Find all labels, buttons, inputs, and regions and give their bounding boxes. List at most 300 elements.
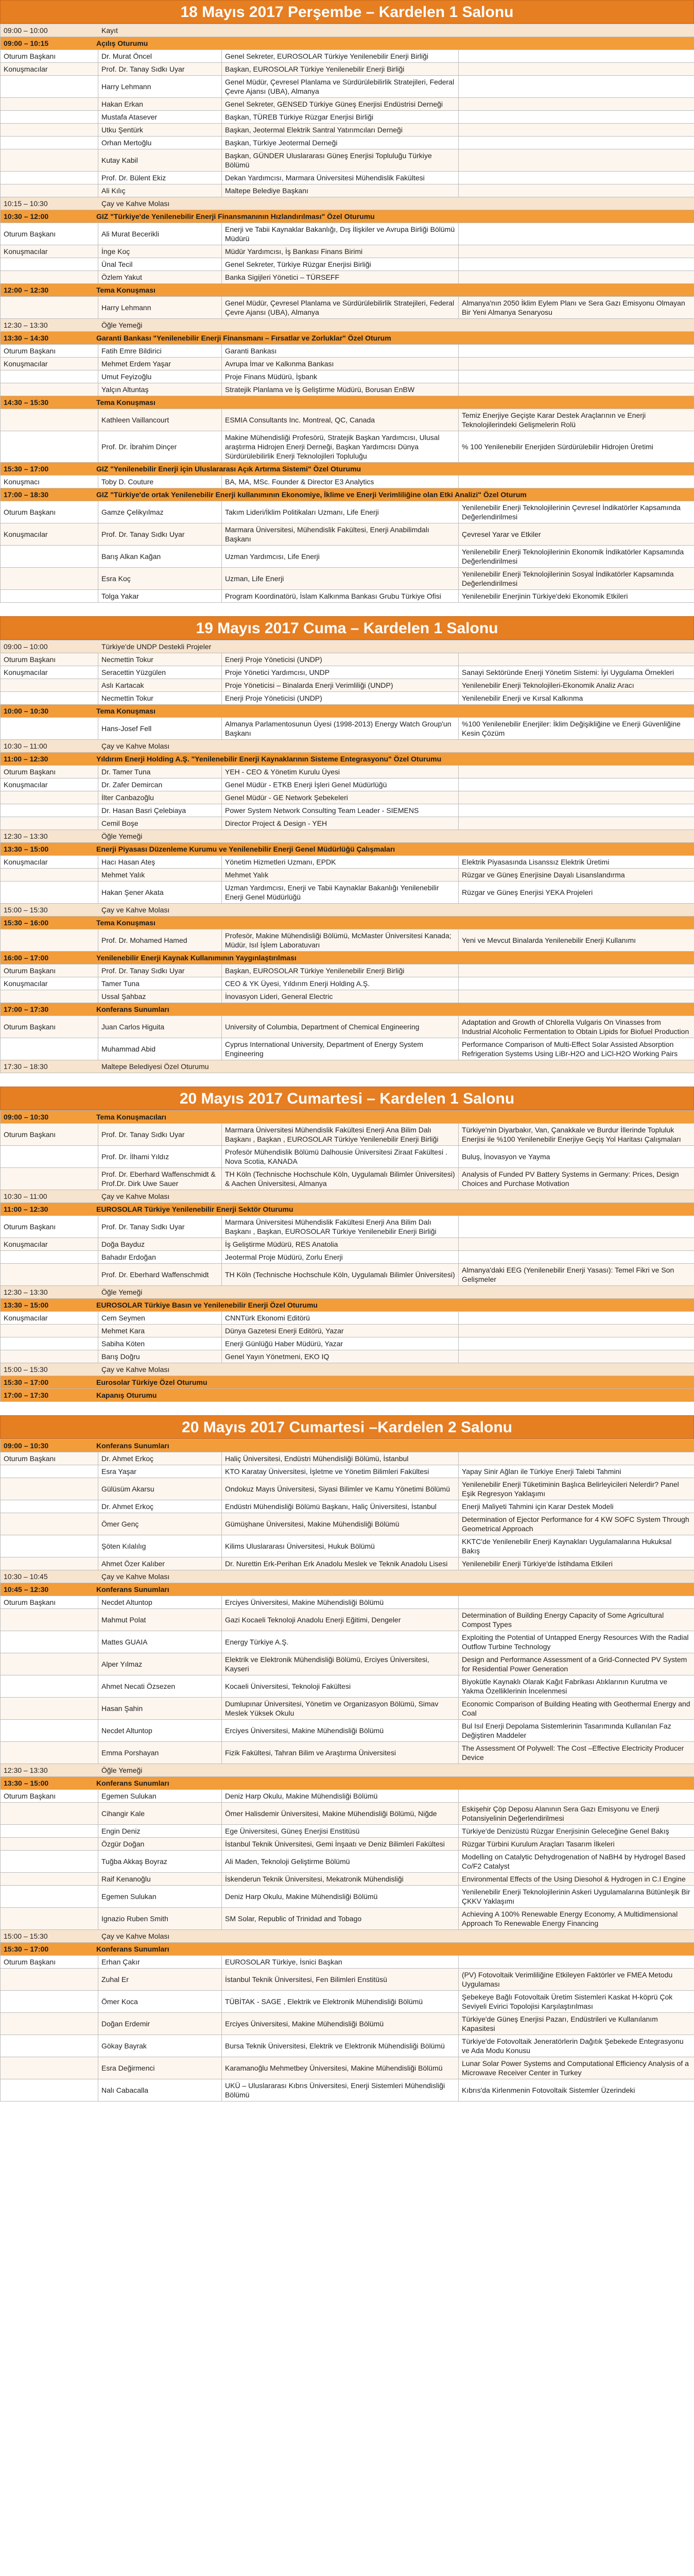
speaker-name: Esra Değirmenci xyxy=(98,2057,222,2079)
talk-topic xyxy=(459,223,694,245)
session-row xyxy=(1,1111,694,1124)
speaker-institution: Dumlupınar Üniversitesi, Yönetim ve Organizasyon Bölümü, Simav Meslek Yüksek Okulu xyxy=(222,1698,459,1720)
session-title: Konferans Sunumları xyxy=(96,1585,169,1594)
talk-topic xyxy=(459,370,694,383)
talk-topic xyxy=(459,383,694,396)
speaker-institution: Başkan, EUROSOLAR Türkiye Yenilenebilir Enerji Birliği xyxy=(222,63,459,76)
speaker-institution: İnovasyon Lideri, General Electric xyxy=(222,990,459,1003)
speaker-row xyxy=(1,172,694,184)
talk-topic: Rüzgar ve Güneş Enerjisi YEKA Projeleri xyxy=(459,882,694,904)
role-cell xyxy=(1,1675,98,1698)
speaker-row xyxy=(1,345,694,358)
speaker-institution: Marmara Üniversitesi Mühendislik Fakültesi Enerji Ana Bilim Dalı Başkanı , Başkan, EUROSOLAR Türkiye Yenilenebilir Enerji Birliği xyxy=(222,1216,459,1238)
session-cell xyxy=(1,1111,694,1124)
role-cell xyxy=(1,1969,98,1991)
speaker-institution: Enerji Günlüğü Haber Müdürü, Yazar xyxy=(222,1337,459,1350)
talk-topic xyxy=(459,124,694,137)
speaker-institution: Kilims Uluslararası Üniversitesi, Hukuk Bölümü xyxy=(222,1535,459,1557)
speaker-institution: KTO Karatay Üniversitesi, İşletme ve Yönetim Bilimleri Fakültesi xyxy=(222,1465,459,1478)
role-cell: Oturum Başkanı xyxy=(1,345,98,358)
time-range: 11:00 – 12:30 xyxy=(4,755,48,763)
speaker-name: Mehmet Kara xyxy=(98,1325,222,1337)
speaker-row xyxy=(1,929,694,952)
talk-topic: Türkiye'de Denizüstü Rüzgar Enerjisinin Geleceğine Genel Bakış xyxy=(459,1825,694,1838)
time-range: 12:30 – 13:30 xyxy=(4,1288,48,1296)
talk-topic xyxy=(459,1452,694,1465)
role-cell: Oturum Başkanı xyxy=(1,1216,98,1238)
break-label: Çay ve Kahve Molası xyxy=(101,1932,170,1940)
speaker-row xyxy=(1,98,694,111)
speaker-row xyxy=(1,358,694,370)
speaker-row xyxy=(1,223,694,245)
session-title: Tema Konuşmacıları xyxy=(96,1113,166,1121)
speaker-row xyxy=(1,817,694,830)
speaker-name: Cemil Boşe xyxy=(98,817,222,830)
talk-topic xyxy=(459,111,694,124)
speaker-institution: SM Solar, Republic of Trinidad and Tobago xyxy=(222,1908,459,1930)
role-cell xyxy=(1,679,98,692)
break-row xyxy=(1,1190,694,1203)
talk-topic: Enerji Maliyeti Tahmini için Karar Destek Modeli xyxy=(459,1500,694,1513)
break-row xyxy=(1,319,694,332)
day-separator xyxy=(0,1073,694,1087)
role-cell xyxy=(1,1513,98,1535)
role-cell xyxy=(1,1325,98,1337)
speaker-institution: CEO & YK Üyesi, Yıldırım Enerji Holding A.Ş. xyxy=(222,977,459,990)
role-cell: Konuşmacılar xyxy=(1,1312,98,1325)
role-cell xyxy=(1,692,98,705)
session-cell xyxy=(1,1203,694,1216)
session-row xyxy=(1,332,694,345)
speaker-row xyxy=(1,1825,694,1838)
time-range: 13:30 – 15:00 xyxy=(4,1301,49,1309)
speaker-row xyxy=(1,1851,694,1873)
talk-topic: %100 Yenilenebilir Enerjiler: İklim Değişikliğine ve Enerji Güvenliğine Kesin Çözüm xyxy=(459,718,694,740)
talk-topic xyxy=(459,1325,694,1337)
role-cell xyxy=(1,1500,98,1513)
speaker-row xyxy=(1,804,694,817)
session-cell xyxy=(1,1930,694,1943)
talk-topic: Design and Performance Assessment of a Grid-Connected PV System for Residential Power Generation xyxy=(459,1653,694,1675)
speaker-institution: Banka Sigijleri Yönetici – TÜRSEFF xyxy=(222,271,459,284)
session-row xyxy=(1,705,694,718)
speaker-name: Doğan Erdemir xyxy=(98,2013,222,2035)
break-label: Çay ve Kahve Molası xyxy=(101,906,170,914)
speaker-name: Prof. Dr. Tanay Sıdkı Uyar xyxy=(98,63,222,76)
role-cell xyxy=(1,76,98,98)
role-cell: Konuşmacılar xyxy=(1,856,98,869)
talk-topic xyxy=(459,1238,694,1251)
role-cell xyxy=(1,1698,98,1720)
speaker-institution: Takım Lideri/İklim Politikaları Uzmanı, Life Enerji xyxy=(222,501,459,523)
speaker-row xyxy=(1,1337,694,1350)
speaker-institution: Jeotermal Proje Müdürü, Zorlu Enerji xyxy=(222,1251,459,1264)
session-title: Tema Konuşması xyxy=(96,707,155,715)
talk-topic xyxy=(459,149,694,172)
session-cell xyxy=(1,1363,694,1376)
time-range: 13:30 – 15:00 xyxy=(4,1779,49,1787)
schedule-table xyxy=(0,640,694,1073)
speaker-row xyxy=(1,1500,694,1513)
time-range: 10:15 – 10:30 xyxy=(4,199,48,208)
session-cell xyxy=(1,488,694,501)
speaker-institution: Avrupa İmar ve Kalkınma Bankası xyxy=(222,358,459,370)
talk-topic xyxy=(459,358,694,370)
speaker-row xyxy=(1,1803,694,1825)
session-row xyxy=(1,1389,694,1402)
speaker-name: Prof. Dr. Tanay Sıdkı Uyar xyxy=(98,1216,222,1238)
speaker-institution: Gümüşhane Üniversitesi, Makine Mühendisliği Bölümü xyxy=(222,1513,459,1535)
session-cell xyxy=(1,753,694,766)
speaker-row xyxy=(1,882,694,904)
time-range: 16:00 – 17:00 xyxy=(4,954,49,962)
talk-topic xyxy=(459,137,694,149)
speaker-institution: Proje Finans Müdürü, İşbank xyxy=(222,370,459,383)
talk-topic: % 100 Yenilenebilir Enerjiden Sürdürülebilir Hidrojen Üretimi xyxy=(459,431,694,463)
role-cell xyxy=(1,1478,98,1500)
role-cell xyxy=(1,817,98,830)
talk-topic xyxy=(459,1251,694,1264)
speaker-name: Gamze Çelikyılmaz xyxy=(98,501,222,523)
session-cell xyxy=(1,1286,694,1299)
speaker-institution: Dr. Nurettin Erk-Perihan Erk Anadolu Meslek ve Teknik Anadolu Lisesi xyxy=(222,1557,459,1570)
break-label: Öğle Yemeği xyxy=(101,1288,143,1296)
role-cell xyxy=(1,791,98,804)
speaker-institution: Başkan, TÜREB Türkiye Rüzgar Enerjisi Birliği xyxy=(222,111,459,124)
speaker-row xyxy=(1,990,694,1003)
speaker-institution: Makine Mühendisliği Profesörü, Stratejik Başkan Yardımcısı, Ulusal araştırma Hidrojen Enerji Derneği, Başkan Yardımcısı Dünya Sürdürülebilirlik Enerji Teknolojileri Topluluğu xyxy=(222,431,459,463)
talk-topic xyxy=(459,172,694,184)
role-cell xyxy=(1,1720,98,1742)
session-title: EUROSOLAR Türkiye Basın ve Yenilenebilir Enerji Özel Oturumu xyxy=(96,1301,318,1309)
speaker-row xyxy=(1,297,694,319)
session-title: Enerji Piyasası Düzenleme Kurumu ve Yenilenebilir Enerji Genel Müdürlüğü Çalışmaları xyxy=(96,845,395,853)
session-cell xyxy=(1,740,694,753)
time-range: 13:30 – 15:00 xyxy=(4,845,49,853)
session-cell xyxy=(1,332,694,345)
break-label: Çay ve Kahve Molası xyxy=(101,1365,170,1374)
speaker-institution: Genel Yayın Yönetmeni, EKO IQ xyxy=(222,1350,459,1363)
talk-topic: Almanya'daki EEG (Yenilenebilir Enerji Yasası): Temel Fikri ve Son Gelişmeler xyxy=(459,1264,694,1286)
break-row xyxy=(1,1286,694,1299)
speaker-institution: ESMIA Consultants Inc. Montreal, QC, Canada xyxy=(222,409,459,431)
speaker-row xyxy=(1,1675,694,1698)
speaker-row xyxy=(1,409,694,431)
speaker-institution: Uzman Yardımcısı, Enerji ve Tabii Kaynaklar Bakanlığı Yenilenebilir Enerji Genel Müdürlüğü xyxy=(222,882,459,904)
time-range: 17:00 – 17:30 xyxy=(4,1391,49,1399)
speaker-institution: Proje Yönetici Yardımcısı, UNDP xyxy=(222,666,459,679)
talk-topic xyxy=(459,977,694,990)
session-cell xyxy=(1,705,694,718)
session-cell xyxy=(1,319,694,332)
speaker-row xyxy=(1,718,694,740)
speaker-name: Mehmet Yalık xyxy=(98,869,222,882)
speaker-row xyxy=(1,1264,694,1286)
speaker-name: Erhan Çakır xyxy=(98,1956,222,1969)
session-cell xyxy=(1,1439,694,1452)
role-cell: Oturum Başkanı xyxy=(1,1124,98,1146)
speaker-institution: İstanbul Teknik Üniversitesi, Gemi İnşaatı ve Deniz Bilimleri Fakültesi xyxy=(222,1838,459,1851)
talk-topic: Türkiye'de Güneş Enerjisi Pazarı, Endüstrileri ve Kullanılanım Kapasitesi xyxy=(459,2013,694,2035)
speaker-institution: Ömer Halisdemir Üniversitesi, Makine Mühendisliği Bölümü, Niğde xyxy=(222,1803,459,1825)
role-cell xyxy=(1,2013,98,2035)
speaker-row xyxy=(1,1653,694,1675)
role-cell xyxy=(1,1264,98,1286)
talk-topic: Analysis of Funded PV Battery Systems in Germany: Prices, Design Choices and Purchase Motivation xyxy=(459,1168,694,1190)
speaker-row xyxy=(1,184,694,197)
talk-topic xyxy=(459,1956,694,1969)
role-cell xyxy=(1,882,98,904)
speaker-institution: Marmara Üniversitesi, Mühendislik Fakültesi, Enerji Anabilimdalı Başkanı xyxy=(222,523,459,546)
role-cell xyxy=(1,1609,98,1631)
speaker-row xyxy=(1,1557,694,1570)
speaker-row xyxy=(1,766,694,778)
talk-topic: Sanayi Sektöründe Enerji Yönetim Sistemi: İyi Uygulama Örnekleri xyxy=(459,666,694,679)
talk-topic: (PV) Fotovoltaik Verimliliğine Etkileyen Faktörler ve FMEA Metodu Uygulaması xyxy=(459,1969,694,1991)
break-row xyxy=(1,1363,694,1376)
session-row xyxy=(1,1439,694,1452)
break-row xyxy=(1,640,694,653)
speaker-row xyxy=(1,1465,694,1478)
session-row xyxy=(1,463,694,476)
session-cell xyxy=(1,904,694,917)
speaker-name: Kutay Kabil xyxy=(98,149,222,172)
speaker-row xyxy=(1,2035,694,2057)
talk-topic xyxy=(459,990,694,1003)
role-cell xyxy=(1,1146,98,1168)
speaker-name: Esra Yaşar xyxy=(98,1465,222,1478)
speaker-name: Gökay Bayrak xyxy=(98,2035,222,2057)
speaker-name: Ali Kılıç xyxy=(98,184,222,197)
speaker-name: Umut Feyizoğlu xyxy=(98,370,222,383)
speaker-name: Prof. Dr. Bülent Ekiz xyxy=(98,172,222,184)
talk-topic: Buluş, İnovasyon ve Yayma xyxy=(459,1146,694,1168)
talk-topic xyxy=(459,791,694,804)
talk-topic: Adaptation and Growth of Chlorella Vulgaris On Vinasses from Industrial Alcoholic Fermentation to Obtain Lipids for Biofuel Production xyxy=(459,1016,694,1038)
talk-topic: Türkiye'de Fotovoltaik Jeneratörlerin Dağıtık Şebekede Entegrasyonu ve Ada Modu Konusu xyxy=(459,2035,694,2057)
role-cell xyxy=(1,1873,98,1886)
time-range: 10:30 – 10:45 xyxy=(4,1572,48,1581)
role-cell xyxy=(1,718,98,740)
break-row xyxy=(1,1060,694,1073)
session-row xyxy=(1,1299,694,1312)
session-cell xyxy=(1,1190,694,1203)
role-cell xyxy=(1,1838,98,1851)
speaker-name: Cihangir Kale xyxy=(98,1803,222,1825)
talk-topic xyxy=(459,766,694,778)
speaker-row xyxy=(1,1016,694,1038)
role-cell xyxy=(1,271,98,284)
session-title: EUROSOLAR Türkiye Yenilenebilir Enerji Sektör Oturumu xyxy=(96,1205,293,1213)
time-range: 17:00 – 18:30 xyxy=(4,490,49,499)
session-title: Yıldırım Enerji Holding A.Ş. "Yenilenebilir Enerji Kaynaklarının Sisteme Entegrasyonu" Özel Oturumu xyxy=(96,755,442,763)
time-range: 10:30 – 11:00 xyxy=(4,1192,47,1200)
role-cell xyxy=(1,1535,98,1557)
talk-topic xyxy=(459,653,694,666)
speaker-name: Raif Kenanoğlu xyxy=(98,1873,222,1886)
role-cell: Oturum Başkanı xyxy=(1,223,98,245)
speaker-institution: Bursa Teknik Üniversitesi, Elektrik ve Elektronik Mühendisliği Bölümü xyxy=(222,2035,459,2057)
session-title: Yenilenebilir Enerji Kaynak Kullanımının Yaygınlaştırılması xyxy=(96,954,297,962)
role-cell xyxy=(1,184,98,197)
role-cell xyxy=(1,568,98,590)
talk-topic: Elektrik Piyasasında Lisanssız Elektrik Üretimi xyxy=(459,856,694,869)
time-range: 15:30 – 16:00 xyxy=(4,919,49,927)
speaker-row xyxy=(1,1216,694,1238)
speaker-institution: Profesör Mühendislik Bölümü Dalhousie Üniversitesi Ziraat Fakültesi . Nova Scotia, KANADA xyxy=(222,1146,459,1168)
session-cell xyxy=(1,1060,694,1073)
talk-topic: Rüzgar ve Güneş Enerjisine Dayalı Lisanslandırma xyxy=(459,869,694,882)
speaker-name: Necdet Altuntop xyxy=(98,1596,222,1609)
role-cell: Oturum Başkanı xyxy=(1,1956,98,1969)
speaker-institution: Genel Müdür, Çevresel Planlama ve Sürdürülebilirlik Stratejileri, Federal Çevre Ajansı (UBA), Almanya xyxy=(222,76,459,98)
role-cell: Oturum Başkanı xyxy=(1,964,98,977)
speaker-institution: Power System Network Consulting Team Leader - SIEMENS xyxy=(222,804,459,817)
role-cell xyxy=(1,431,98,463)
role-cell: Oturum Başkanı xyxy=(1,1016,98,1038)
speaker-row xyxy=(1,76,694,98)
speaker-name: Mahmut Polat xyxy=(98,1609,222,1631)
session-cell xyxy=(1,1299,694,1312)
session-cell xyxy=(1,210,694,223)
speaker-name: Ahmet Özer Kalıber xyxy=(98,1557,222,1570)
role-cell: Oturum Başkanı xyxy=(1,50,98,63)
time-range: 12:30 – 13:30 xyxy=(4,321,48,329)
session-row xyxy=(1,37,694,50)
role-cell: Konuşmacılar xyxy=(1,245,98,258)
speaker-row xyxy=(1,63,694,76)
speaker-name: Ömer Koca xyxy=(98,1991,222,2013)
session-cell xyxy=(1,1003,694,1016)
break-label: Çay ve Kahve Molası xyxy=(101,1192,170,1200)
speaker-institution: Fizik Fakültesi, Tahran Bilim ve Araştırma Üniversitesi xyxy=(222,1742,459,1764)
speaker-institution: Yönetim Hizmetleri Uzmanı, EPDK xyxy=(222,856,459,869)
speaker-name: Dr. Ahmet Erkoç xyxy=(98,1500,222,1513)
speaker-name: Fatih Emre Bildirici xyxy=(98,345,222,358)
speaker-institution: Marmara Üniversitesi Mühendislik Fakültesi Enerji Ana Bilim Dalı Başkanı , Başkan , EUROSOLAR Türkiye Yenilenebilir Enerji Birliği xyxy=(222,1124,459,1146)
speaker-row xyxy=(1,791,694,804)
talk-topic: Türkiye'nin Diyarbakır, Van, Çanakkale ve Burdur İllerinde Topluluk Enerjisi ile %100 Yenilenebilir Enerjiye Geçiş Yol Haritası Çalışmaları xyxy=(459,1124,694,1146)
speaker-institution: TÜBİTAK - SAGE , Elektrik ve Elektronik Mühendisliği Bölümü xyxy=(222,1991,459,2013)
role-cell xyxy=(1,546,98,568)
role-cell xyxy=(1,1350,98,1363)
speaker-name: Alper Yılmaz xyxy=(98,1653,222,1675)
speaker-name: Tuğba Akkaş Boyraz xyxy=(98,1851,222,1873)
speaker-name: Egemen Sulukan xyxy=(98,1790,222,1803)
speaker-name: Ömer Genç xyxy=(98,1513,222,1535)
role-cell xyxy=(1,137,98,149)
speaker-row xyxy=(1,778,694,791)
speaker-row xyxy=(1,1350,694,1363)
talk-topic xyxy=(459,63,694,76)
session-cell xyxy=(1,1764,694,1777)
break-label: Öğle Yemeği xyxy=(101,321,143,329)
session-cell xyxy=(1,1583,694,1596)
time-range: 15:30 – 17:00 xyxy=(4,465,49,473)
speaker-name: Utku Şentürk xyxy=(98,124,222,137)
role-cell xyxy=(1,409,98,431)
speaker-row xyxy=(1,1908,694,1930)
speaker-institution: BA, MA, MSc. Founder & Director E3 Analytics xyxy=(222,476,459,488)
session-cell xyxy=(1,284,694,297)
speaker-row xyxy=(1,1452,694,1465)
role-cell xyxy=(1,1038,98,1060)
speaker-institution: TH Köln (Technische Hochschule Köln, Uygulamalı Bilimler Üniversitesi) xyxy=(222,1264,459,1286)
role-cell xyxy=(1,258,98,271)
speaker-name: Dr. Ahmet Erkoç xyxy=(98,1452,222,1465)
speaker-row xyxy=(1,1609,694,1631)
break-label: Kayıt xyxy=(101,26,118,35)
speaker-name: Barış Doğru xyxy=(98,1350,222,1363)
session-row xyxy=(1,396,694,409)
time-range: 10:30 – 12:00 xyxy=(4,212,49,221)
speaker-institution: EUROSOLAR Türkiye, İsnici Başkan xyxy=(222,1956,459,1969)
talk-topic: Temiz Enerjiye Geçişte Karar Destek Araçlarının ve Enerji Teknolojilerindeki Gelişmelerin Rolü xyxy=(459,409,694,431)
talk-topic xyxy=(459,258,694,271)
speaker-row xyxy=(1,370,694,383)
session-title: Garanti Bankası "Yenilenebilir Enerji Finansmanı – Fırsatlar ve Zorluklar" Özel Oturum xyxy=(96,334,391,342)
break-label: Çay ve Kahve Molası xyxy=(101,1572,170,1581)
break-row xyxy=(1,740,694,753)
session-row xyxy=(1,1203,694,1216)
talk-topic: Yenilenebilir Enerji Tüketiminin Başlıca Belirleyicileri Nelerdir? Panel Eşik Regresyon Yaklaşımı xyxy=(459,1478,694,1500)
speaker-institution: UKÜ – Uluslararası Kıbrıs Üniversitesi, Enerji Sistemleri Mühendisliği Bölümü xyxy=(222,2079,459,2102)
session-cell xyxy=(1,24,694,37)
speaker-institution: Ali Maden, Teknoloji Geliştirme Bölümü xyxy=(222,1851,459,1873)
speaker-row xyxy=(1,977,694,990)
session-cell xyxy=(1,37,694,50)
break-row xyxy=(1,1930,694,1943)
speaker-name: İnge Koç xyxy=(98,245,222,258)
speaker-name: Mehmet Erdem Yaşar xyxy=(98,358,222,370)
speaker-name: Ahmet Necati Özsezen xyxy=(98,1675,222,1698)
role-cell xyxy=(1,370,98,383)
speaker-row xyxy=(1,1956,694,1969)
speaker-row xyxy=(1,245,694,258)
talk-topic xyxy=(459,817,694,830)
talk-topic: KKTC'de Yenilenebilir Enerji Kaynakları Uygulamalarına Hukuksal Bakış xyxy=(459,1535,694,1557)
time-range: 09:00 – 10:15 xyxy=(4,39,49,47)
talk-topic: Yapay Sinir Ağları ile Türkiye Enerji Talebi Tahmini xyxy=(459,1465,694,1478)
role-cell xyxy=(1,149,98,172)
role-cell: Oturum Başkanı xyxy=(1,766,98,778)
speaker-name: Prof. Dr. Tanay Sıdkı Uyar xyxy=(98,964,222,977)
session-row xyxy=(1,284,694,297)
talk-topic: Yenilenebilir Enerji Teknolojileri-Ekonomik Analiz Aracı xyxy=(459,679,694,692)
speaker-name: Hakan Şener Akata xyxy=(98,882,222,904)
speaker-name: Toby D. Couture xyxy=(98,476,222,488)
role-cell xyxy=(1,172,98,184)
speaker-institution: Endüstri Mühendisliği Bölümü Başkanı, Haliç Üniversitesi, İstanbul xyxy=(222,1500,459,1513)
session-cell xyxy=(1,197,694,210)
talk-topic xyxy=(459,98,694,111)
role-cell: Oturum Başkanı xyxy=(1,653,98,666)
talk-topic xyxy=(459,184,694,197)
speaker-institution: Genel Sekreter, GENSED Türkiye Güneş Enerjisi Endüstrisi Derneği xyxy=(222,98,459,111)
speaker-institution: Genel Sekreter, EUROSOLAR Türkiye Yenilenebilir Enerji Birliği xyxy=(222,50,459,63)
talk-topic: Almanya'nın 2050 İklim Eylem Planı ve Sera Gazı Emisyonu Olmayan Bir Yeni Almanya Senaryosu xyxy=(459,297,694,319)
speaker-name: Dr. Tamer Tuna xyxy=(98,766,222,778)
speaker-institution: Başkan, EUROSOLAR Türkiye Yenilenebilir Enerji Birliği xyxy=(222,964,459,977)
role-cell xyxy=(1,869,98,882)
speaker-row xyxy=(1,1631,694,1653)
talk-topic: Yenilenebilir Enerji Teknolojilerinin Ekonomik İndikatörler Kapsamında Değerlendirilmesi xyxy=(459,546,694,568)
session-title: Konferans Sunumları xyxy=(96,1779,169,1787)
break-label: Öğle Yemeği xyxy=(101,1766,143,1774)
role-cell xyxy=(1,1168,98,1190)
talk-topic xyxy=(459,1312,694,1325)
speaker-name: Aslı Kartacak xyxy=(98,679,222,692)
